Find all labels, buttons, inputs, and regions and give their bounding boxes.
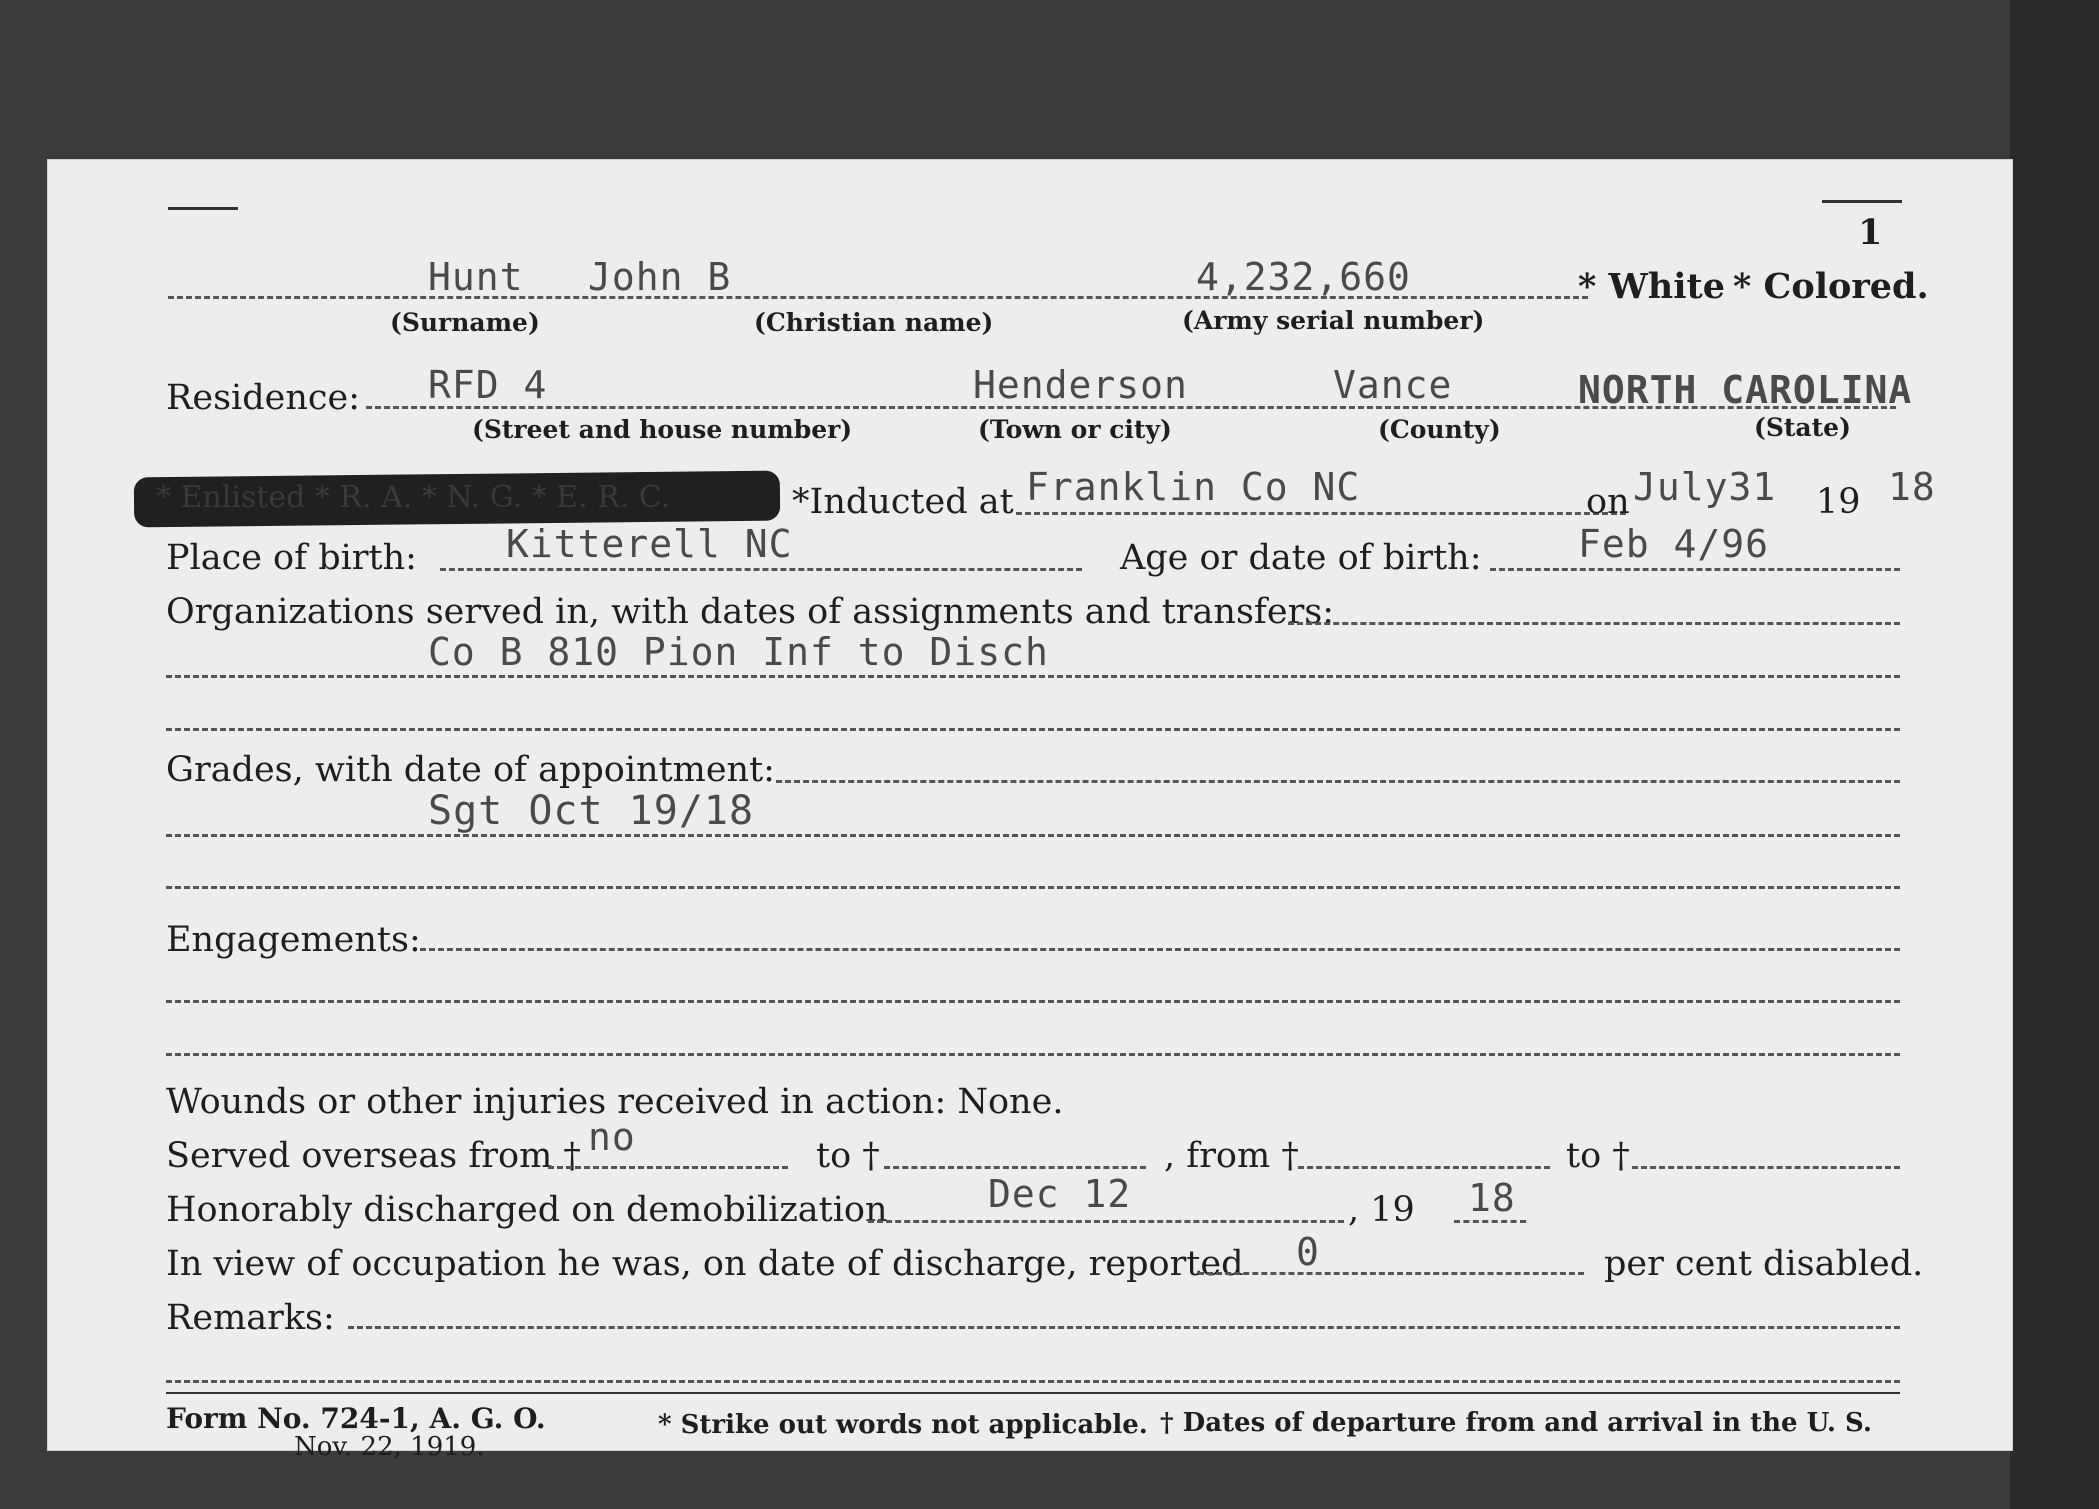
street-caption: (Street and house number): [472, 415, 853, 444]
remarks-label: Remarks:: [166, 1298, 335, 1338]
colored-label: * Colored.: [1733, 266, 1929, 307]
overseas-to-label-2: to †: [1566, 1136, 1630, 1176]
disability-line: [1198, 1272, 1584, 1275]
organizations-value: Co B 810 Pion Inf to Disch: [428, 630, 1049, 674]
footer-rule: [166, 1392, 1900, 1394]
form-number: Form No. 724-1, A. G. O.: [166, 1402, 546, 1435]
inducted-place-value: Franklin Co NC: [1026, 465, 1361, 509]
engagements-line-2: [166, 1000, 1900, 1003]
overseas-from-line: [548, 1166, 788, 1169]
organizations-line-3: [166, 728, 1900, 731]
inducted-at-label: *Inducted at: [792, 482, 1014, 522]
overseas-from-line-2: [1298, 1166, 1550, 1169]
overseas-from-label-2: , from †: [1164, 1136, 1299, 1176]
white-label: * White: [1578, 266, 1725, 307]
state-caption: (State): [1754, 413, 1851, 442]
discharge-year-prefix: , 19: [1348, 1190, 1415, 1230]
residence-street-value: RFD 4: [428, 363, 548, 407]
organizations-line-1: [1288, 622, 1900, 625]
inducted-year-prefix: 19: [1816, 482, 1861, 522]
inducted-date-value: July31: [1633, 465, 1777, 509]
age-line: [1490, 568, 1900, 571]
top-left-rule: [168, 207, 238, 210]
christian-name-caption: (Christian name): [754, 308, 994, 337]
top-right-rule: [1822, 200, 1902, 203]
residence-state-value: NORTH CAROLINA: [1578, 368, 1913, 412]
grades-label: Grades, with date of appointment:: [166, 750, 775, 790]
residence-label: Residence:: [166, 378, 360, 418]
place-of-birth-value: Kitterell NC: [506, 522, 793, 566]
residence-town-value: Henderson: [973, 363, 1188, 407]
overseas-to-label-1: to †: [816, 1136, 880, 1176]
discharge-year-line: [1454, 1220, 1526, 1223]
age-label: Age or date of birth:: [1120, 538, 1482, 578]
disability-label: In view of occupation he was, on date of discharge, reported: [166, 1244, 1244, 1284]
engagements-line-1: [420, 948, 1900, 951]
overseas-label: Served overseas from †: [166, 1136, 581, 1176]
disability-suffix: per cent disabled.: [1604, 1244, 1924, 1284]
place-of-birth-line: [440, 568, 1082, 571]
county-caption: (County): [1378, 415, 1501, 444]
surname-value: Hunt: [428, 255, 524, 299]
discharge-date-value: Dec 12: [988, 1172, 1132, 1216]
inducted-year-value: 18: [1888, 465, 1936, 509]
grades-line-3: [166, 886, 1900, 889]
inducted-place-line: [1016, 512, 1626, 515]
engagements-line-3: [166, 1053, 1900, 1056]
inducted-on-label: on: [1586, 482, 1630, 522]
wounds-text: Wounds or other injuries received in action: None.: [166, 1082, 1064, 1122]
discharge-year-value: 18: [1468, 1176, 1516, 1220]
card-number: 1: [1858, 212, 1883, 253]
town-caption: (Town or city): [978, 415, 1172, 444]
serial-number-caption: (Army serial number): [1182, 306, 1485, 335]
engagements-label: Engagements:: [166, 920, 421, 960]
remarks-line-2: [166, 1380, 1900, 1383]
overseas-to-line-2: [1632, 1166, 1900, 1169]
discharge-label: Honorably discharged on demobilization: [166, 1190, 888, 1230]
form-date: Nov. 22, 1919.: [294, 1432, 485, 1462]
background-edge: [2010, 0, 2099, 1509]
strike-out-note: * Strike out words not applicable.: [658, 1410, 1148, 1440]
draft-record-card: [48, 160, 2012, 1462]
christian-name-value: John B: [588, 255, 732, 299]
residence-county-value: Vance: [1333, 363, 1453, 407]
grades-line-1: [776, 780, 1900, 783]
birth-date-value: Feb 4/96: [1578, 522, 1770, 566]
discharge-date-line: [868, 1220, 1344, 1223]
remarks-line-1: [348, 1326, 1900, 1329]
struck-enlistment-options: * Enlisted * R. A. * N. G. * E. R. C.: [156, 480, 671, 515]
grades-value: Sgt Oct 19/18: [428, 788, 755, 834]
surname-caption: (Surname): [390, 308, 540, 337]
grades-line-2: [166, 834, 1900, 837]
disability-value: 0: [1296, 1230, 1320, 1274]
serial-number-value: 4,232,660: [1196, 255, 1411, 299]
overseas-value: no: [588, 1115, 636, 1159]
dates-note: † Dates of departure from and arrival in the U. S.: [1160, 1408, 1872, 1438]
place-of-birth-label: Place of birth:: [166, 538, 417, 578]
organizations-label: Organizations served in, with dates of assignments and transfers:: [166, 592, 1335, 632]
overseas-to-line-1: [884, 1166, 1146, 1169]
organizations-line-2: [166, 675, 1900, 678]
